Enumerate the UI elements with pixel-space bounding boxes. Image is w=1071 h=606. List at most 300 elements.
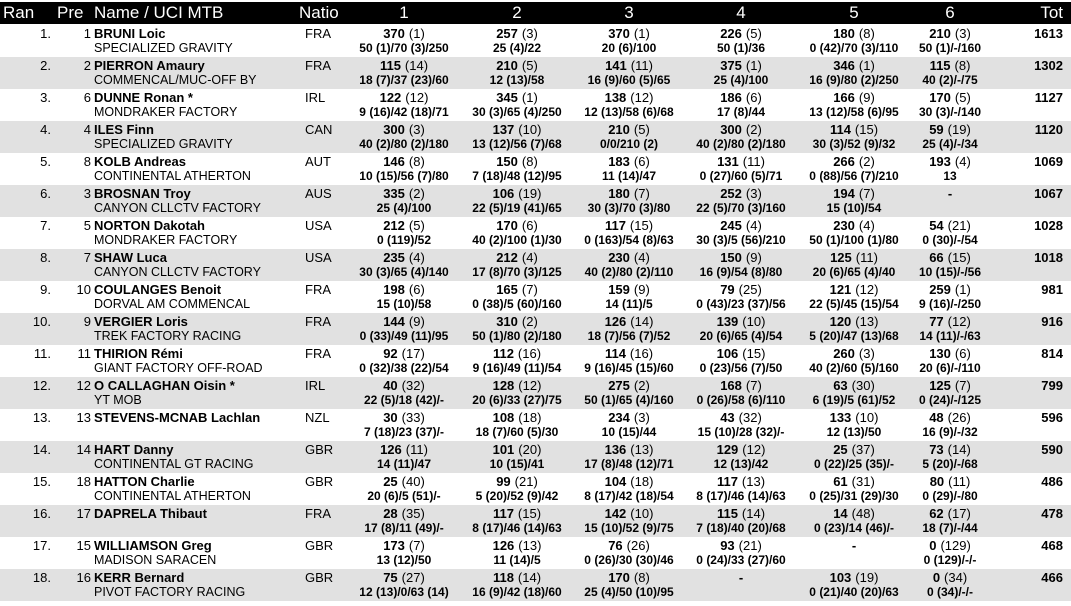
round-2-result [496,58,538,73]
round-6-detail: 40 (2)/-/75 [922,73,978,87]
header-round-2: 2 [512,3,522,22]
round-3-detail: 0/0/210 (2) [599,137,659,151]
round-position: (12) [405,90,429,105]
round-points: 106 [492,186,515,201]
round-position: (2) [633,378,650,393]
round-points: 252 [720,186,742,201]
nation-cell: AUT [305,154,331,169]
round-points: 101 [492,442,515,457]
round-1-result [383,538,425,553]
round-4-detail: 0 (43)/23 (37)/56 [696,297,786,311]
round-3-result [605,346,653,361]
round-2-detail: 40 (2)/100 (1)/30 [472,233,562,247]
round-position: (5) [633,122,650,137]
round-5-detail: 0 (23)/14 (46)/- [813,521,895,535]
round-5-result [833,474,875,489]
round-4-detail: 0 (27)/60 (5)/71 [699,169,783,183]
round-points: 183 [608,154,630,169]
round-points: 230 [608,250,630,265]
round-2-detail: 11 (14)/5 [493,553,541,567]
round-1-result [383,154,425,169]
round-position: (6) [408,282,425,297]
team-name: SPECIALIZED GRAVITY [94,41,233,55]
rank-cell: 13. [32,410,51,425]
round-position: (10) [742,314,766,329]
round-1-result [383,282,425,297]
round-points: 139 [716,314,739,329]
round-position: (19) [947,122,971,137]
round-3-detail: 12 (13)/58 (6)/68 [584,105,674,119]
round-6-detail: 20 (6)/-/110 [919,361,981,375]
round-points: 144 [383,314,405,329]
round-5-result [830,314,879,329]
round-3-detail: 17 (8)/48 (12)/71 [584,457,674,471]
round-points: 48 [929,410,944,425]
round-points: 120 [829,314,852,329]
round-position: (12) [947,314,971,329]
round-position: (7) [858,186,875,201]
round-4-detail: 40 (2)/80 (2)/180 [696,137,786,151]
previous-rank-cell: 4 [83,122,91,137]
round-6-detail: 25 (4)/-/34 [922,137,978,151]
round-position: (11) [405,442,428,457]
round-2-result [496,90,538,105]
round-5-detail: 13 (12)/58 (6)/95 [809,105,899,119]
round-points: 212 [496,250,518,265]
round-position: (14) [947,442,971,457]
table-row [0,345,1071,377]
round-5-detail: 30 (3)/52 (9)/32 [812,137,896,151]
round-5-result [833,154,875,169]
total-points: 466 [1041,570,1063,585]
round-1-detail: 13 (12)/50 [376,553,432,567]
round-position: (8) [521,154,538,169]
round-points: 79 [720,282,735,297]
round-3-result [605,474,654,489]
round-position: (15) [947,250,971,265]
round-6-result [929,218,971,233]
round-3-result [608,26,650,41]
round-points: - [738,570,744,585]
round-1-result [383,186,425,201]
round-3-result [608,250,650,265]
round-1-detail: 20 (6)/5 (51)/- [367,489,441,503]
team-name: MONDRAKER FACTORY [94,233,238,247]
round-position: (37) [851,442,875,457]
round-position: (13) [855,314,879,329]
team-name: DORVAL AM COMMENCAL [94,297,251,311]
round-5-detail: 20 (6)/65 (4)/40 [812,265,896,279]
round-points: 0 [929,538,937,553]
table-row [0,569,1071,601]
round-6-detail: 30 (3)/-/140 [918,105,982,119]
round-6-detail: 10 (15)/-/56 [918,265,982,279]
table-row [0,281,1071,313]
round-4-detail: 17 (8)/44 [716,105,766,119]
round-6-detail: 18 (7)/-/44 [922,521,978,535]
round-3-result [608,282,650,297]
round-4-detail: 0 (26)/58 (6)/110 [696,393,786,407]
round-position: (19) [518,186,542,201]
round-2-detail: 9 (16)/49 (11)/54 [472,361,562,375]
round-position: (3) [858,346,875,361]
round-points: 25 [833,442,848,457]
round-position: (2) [408,186,425,201]
round-points: 141 [605,58,627,73]
total-points: 590 [1041,442,1063,457]
round-6-result [930,58,971,73]
round-position: (2) [745,122,762,137]
round-points: 133 [829,410,852,425]
round-points: - [947,186,953,201]
rider-name: BROSNAN Troy [94,186,191,201]
round-points: 117 [716,474,738,489]
round-position: (13) [741,474,766,489]
round-position: (3) [521,26,538,41]
round-points: 345 [496,90,518,105]
round-2-detail: 12 (13)/58 [489,73,545,87]
round-position: (9) [408,314,425,329]
round-points: 226 [720,26,742,41]
round-position: (18) [518,410,542,425]
round-position: (27) [401,570,425,585]
round-3-result [605,58,653,73]
header-round-4: 4 [736,3,746,22]
nation-cell: FRA [305,314,331,329]
round-5-detail: 0 (88)/56 (7)/210 [809,169,899,183]
round-4-detail: 12 (13)/42 [713,457,769,471]
round-points: 180 [833,26,855,41]
previous-rank-cell: 7 [83,250,91,265]
round-points: 128 [492,378,515,393]
table-row [0,473,1071,505]
round-3-detail: 11 (14)/47 [601,169,657,183]
round-points: 112 [492,346,514,361]
round-position: (7) [521,282,538,297]
round-6-detail: 5 (20)/-/68 [922,457,978,471]
table-row [0,537,1071,569]
round-points: 115 [929,58,951,73]
round-points: 130 [929,346,951,361]
round-position: (3) [745,186,762,201]
table-row [0,89,1071,121]
round-3-result [608,122,650,137]
round-5-detail: 12 (13)/50 [826,425,882,439]
round-5-result [852,538,856,553]
round-6-detail: 9 (16)/-/250 [918,297,982,311]
round-position: (7) [745,378,762,393]
nation-cell: FRA [305,506,331,521]
rider-name: STEVENS-MCNAB Lachlan [94,410,261,425]
nation-cell: GBR [305,538,334,553]
round-5-result [833,90,875,105]
round-position: (4) [521,250,538,265]
round-points: 170 [496,218,518,233]
round-position: (17) [947,506,971,521]
round-2-detail: 16 (9)/42 (18)/60 [472,585,562,599]
total-points: 486 [1041,474,1063,489]
round-points: 59 [929,122,944,137]
total-points: 814 [1041,346,1063,361]
round-2-result [493,538,542,553]
rider-name: NORTON Dakotah [94,218,205,233]
round-3-detail: 8 (17)/42 (18)/54 [584,489,674,503]
table-row [0,313,1071,345]
nation-cell: GBR [305,442,334,457]
rank-cell: 2. [40,58,51,73]
round-5-detail: 15 (10)/54 [826,201,882,215]
round-points: 150 [496,154,518,169]
round-5-result [833,186,875,201]
round-position: (3) [633,410,650,425]
round-5-result [833,442,875,457]
round-points: 30 [383,410,398,425]
round-4-detail: 8 (17)/46 (14)/63 [696,489,786,503]
nation-cell: CAN [305,122,333,137]
round-1-result [383,410,425,425]
total-points: 478 [1041,506,1063,521]
round-position: (26) [626,538,650,553]
round-position: (21) [947,218,971,233]
round-6-detail: 0 (30)/-/54 [922,233,978,247]
round-position: (5) [408,218,425,233]
round-4-result [717,442,766,457]
round-position: (10) [518,122,542,137]
round-points: 28 [383,506,398,521]
rider-name: KERR Bernard [94,570,185,585]
round-points: 66 [929,250,944,265]
round-position: (7) [954,378,971,393]
table-row [0,121,1071,153]
round-4-detail: 15 (10)/28 (32)/- [697,425,785,439]
total-points: 1127 [1034,90,1063,105]
round-2-result [496,218,538,233]
round-points: 230 [833,218,855,233]
round-5-result [830,570,879,585]
round-3-result [605,90,654,105]
table-header [0,2,1071,24]
nation-cell: GBR [305,570,334,585]
round-points: 54 [929,218,944,233]
round-2-result [493,186,542,201]
round-position: (8) [408,154,425,169]
round-points: 370 [383,26,405,41]
round-1-detail: 15 (10)/58 [376,297,432,311]
header-total: Tot [1040,3,1063,22]
team-name: CONTINENTAL GT RACING [94,457,254,471]
round-position: (15) [517,506,542,521]
round-points: 76 [608,538,623,553]
round-points: 310 [496,314,518,329]
round-6-result [929,250,971,265]
total-points: 981 [1041,282,1063,297]
round-position: (4) [633,250,650,265]
round-4-detail: 20 (6)/65 (4)/54 [699,329,783,343]
round-2-result [496,250,538,265]
table-row [0,505,1071,537]
previous-rank-cell: 16 [76,570,91,585]
round-position: (12) [742,442,766,457]
round-2-result [493,410,542,425]
round-3-detail: 25 (4)/50 (10)/95 [584,585,674,599]
round-points: 186 [720,90,742,105]
round-position: (12) [518,378,542,393]
round-6-detail: 0 (29)/-/80 [922,489,978,503]
round-1-detail: 7 (18)/23 (37)/- [363,425,445,439]
header-round-6: 6 [945,3,955,22]
round-2-detail: 5 (20)/52 (9)/42 [475,489,559,503]
rank-cell: 18. [32,570,51,585]
round-2-result [493,378,542,393]
round-5-result [833,378,875,393]
round-6-result [929,538,971,553]
team-name: CANYON CLLCTV FACTORY [94,265,261,279]
round-6-result [929,410,971,425]
rank-cell: 8. [40,250,51,265]
rider-name: HART Danny [94,442,174,457]
round-6-result [929,378,971,393]
round-6-result [930,474,971,489]
round-position: (32) [401,378,425,393]
round-position: (11) [630,58,653,73]
rider-name: VERGIER Loris [94,314,188,329]
round-6-detail: 0 (34)/-/- [926,585,974,599]
round-1-result [383,314,425,329]
round-4-result [720,378,762,393]
round-2-result [493,442,542,457]
previous-rank-cell: 6 [83,90,91,105]
rank-cell: 7. [40,218,51,233]
round-points: 114 [829,122,851,137]
round-points: 150 [720,250,742,265]
round-4-detail: 7 (18)/40 (20)/68 [696,521,786,535]
round-2-detail: 25 (4)/22 [492,41,542,55]
round-4-result [720,410,762,425]
rider-name: SHAW Luca [94,250,167,265]
rider-name: COULANGES Benoit [94,282,222,297]
round-position: (14) [517,570,542,585]
round-position: (129) [940,538,971,553]
round-position: (40) [401,474,425,489]
nation-cell: FRA [305,282,331,297]
total-points: 1067 [1034,186,1063,201]
round-position: (6) [521,218,538,233]
round-position: (25) [738,282,762,297]
round-position: (14) [404,58,429,73]
round-position: (35) [401,506,425,521]
round-6-result [929,26,971,41]
round-position: (31) [851,474,875,489]
round-points: 166 [833,90,855,105]
rider-name: HATTON Charlie [94,474,195,489]
round-4-result [720,58,762,73]
previous-rank-cell: 2 [83,58,91,73]
round-1-detail: 50 (1)/70 (3)/250 [359,41,449,55]
rank-cell: 10. [32,314,51,329]
round-position: (7) [408,538,425,553]
round-2-result [496,154,538,169]
round-4-detail: 50 (1)/36 [716,41,766,55]
rank-cell: 6. [40,186,51,201]
round-1-result [383,250,425,265]
round-5-detail: 40 (2)/60 (5)/160 [809,361,899,375]
round-position: (21) [738,538,762,553]
round-points: 115 [379,58,401,73]
rank-cell: 3. [40,90,51,105]
round-1-result [383,346,425,361]
round-2-detail: 0 (38)/5 (60)/160 [472,297,562,311]
round-6-result [929,442,971,457]
team-name: MONDRAKER FACTORY [94,105,238,119]
round-position: (3) [408,122,425,137]
round-points: 210 [929,26,951,41]
round-points: 245 [720,218,742,233]
round-position: (11) [742,154,765,169]
round-5-result [833,218,875,233]
round-5-detail: 6 (19)/5 (61)/52 [812,393,896,407]
round-2-detail: 20 (6)/33 (27)/75 [472,393,562,407]
round-1-detail: 12 (13)/0/63 (14) [359,585,449,599]
round-6-detail: 13 [943,169,957,183]
round-4-result [720,186,762,201]
round-points: 114 [604,346,626,361]
total-points: 1613 [1034,26,1063,41]
previous-rank-cell: 11 [77,346,91,361]
round-points: 61 [833,474,848,489]
round-position: (6) [745,90,762,105]
round-position: (1) [408,26,425,41]
round-position: (7) [633,186,650,201]
previous-rank-cell: 14 [76,442,91,457]
round-position: (18) [630,474,654,489]
round-position: (10) [630,506,654,521]
total-points: 1028 [1034,218,1063,233]
round-5-detail: 22 (5)/45 (15)/54 [809,297,899,311]
round-2-result [493,570,541,585]
round-6-detail: 16 (9)/-/32 [922,425,978,439]
round-position: (26) [947,410,971,425]
round-3-result [608,570,650,585]
round-points: 126 [492,538,515,553]
rider-name: DAPRELA Thibaut [94,506,207,521]
round-position: (17) [401,346,425,361]
round-points: 104 [604,474,627,489]
round-2-result [493,346,541,361]
round-points: 335 [383,186,405,201]
table-row [0,57,1071,89]
round-3-detail: 14 (11)/5 [605,297,653,311]
round-points: 125 [830,250,852,265]
round-points: 129 [716,442,739,457]
round-5-result [830,250,878,265]
rider-name: PIERRON Amaury [94,58,205,73]
round-position: (1) [858,58,875,73]
round-4-result [717,474,765,489]
round-points: 370 [608,26,630,41]
total-points: 916 [1041,314,1063,329]
nation-cell: NZL [305,410,330,425]
round-3-detail: 16 (9)/60 (5)/65 [587,73,671,87]
round-points: 300 [720,122,742,137]
round-1-result [383,122,425,137]
round-points: 125 [929,378,951,393]
round-points: 103 [829,570,852,585]
rank-cell: 4. [40,122,51,137]
round-1-result [383,570,425,585]
round-4-result [720,218,762,233]
round-points: 137 [492,122,515,137]
nation-cell: FRA [305,346,331,361]
